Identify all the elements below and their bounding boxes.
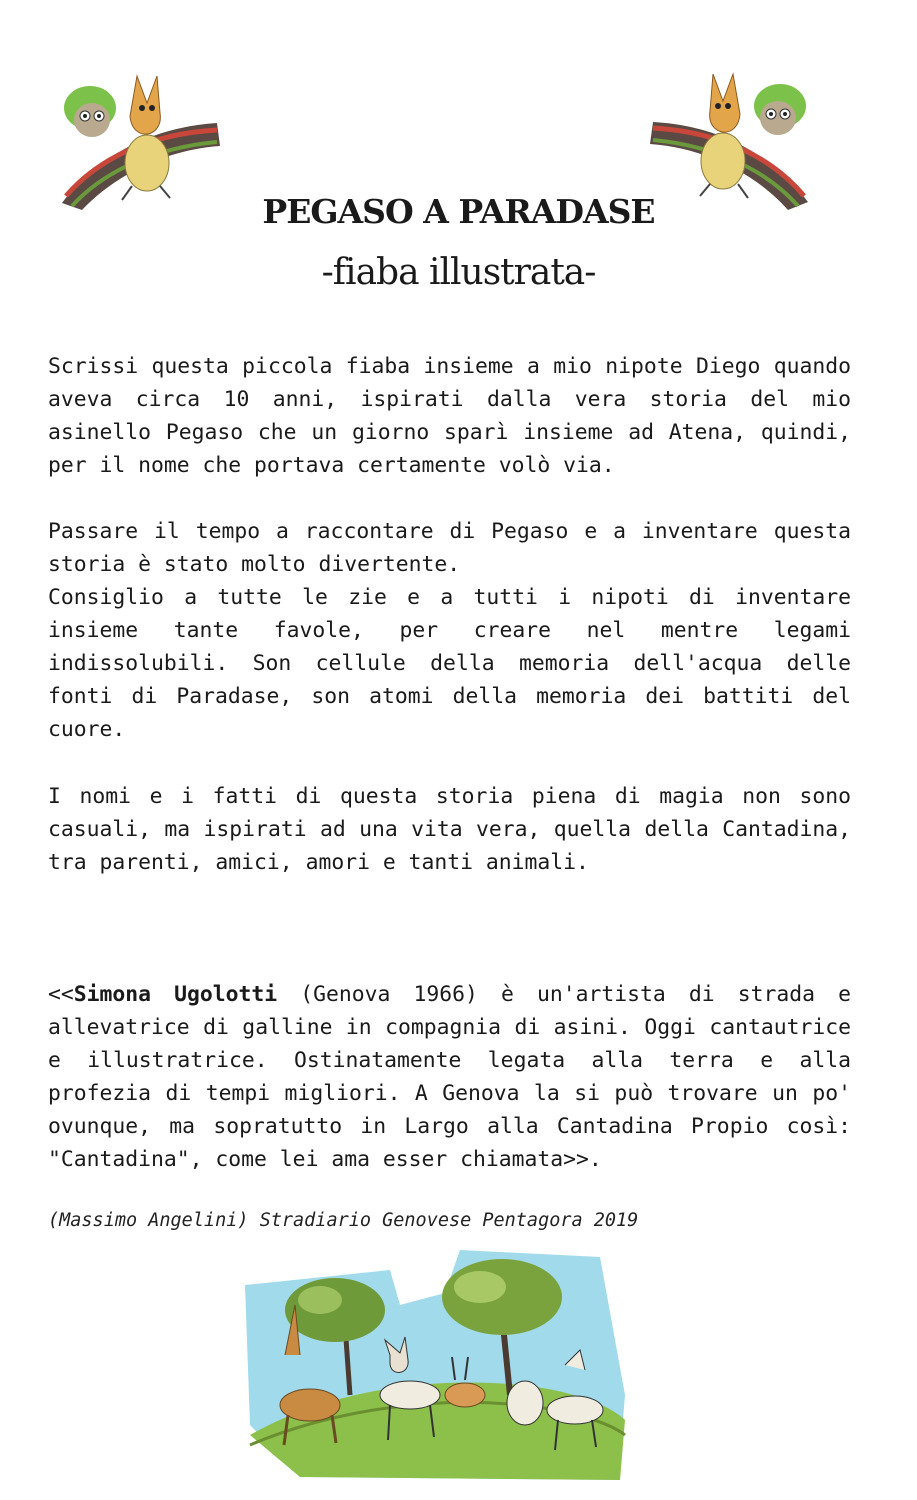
intro-paragraph	[48, 350, 851, 482]
author-name: Simona Ugolotti	[73, 982, 278, 1007]
page-subtitle: -fiaba illustrata-	[321, 252, 596, 293]
bio-text	[48, 978, 851, 1176]
bio-body: (Genova 1966) è un'artista di strada e allevatrice di galline in compagnia di asini. Oggi cantautrice e illustratrice. Ostinatamente legata alla terra e alla profezia di tempi migliori. A Genova la si può trovare un po' ovunque, ma sopratutto in Largo alla Cantadina Propio così: "Cantadina", come lei ama esser chiamata>>.	[48, 982, 851, 1172]
story-paragraph	[48, 780, 851, 879]
page-title: PEGASO A PARADASE	[262, 192, 655, 231]
bottom-illustration	[240, 1245, 630, 1485]
advice-paragraph	[48, 515, 851, 746]
top-left-illustration	[52, 68, 222, 210]
author-bio	[48, 978, 851, 1176]
paragraph-text: Consiglio a tutte le zie e a tutti i nipoti di inventare insieme tante favole, per creare nel mentre legami indissolubili. Son cellule della memoria dell'acqua delle fonti di Paradase, son atomi della memoria dei battiti del cuore.	[48, 585, 851, 742]
paragraph-text: Passare il tempo a raccontare di Pegaso e a inventare questa storia è stato molto divertente.	[48, 519, 851, 577]
bio-open-quote: <<	[48, 982, 74, 1007]
top-right-illustration	[648, 64, 818, 210]
paragraph-text: Scrissi questa piccola fiaba insieme a mio nipote Diego quando aveva circa 10 anni, ispirati dalla vera storia del mio asinello Pegaso che un giorno sparì insieme ad Atena, quindi, per il nome che portava certamente volò via.	[48, 354, 851, 478]
paragraph-text: I nomi e i fatti di questa storia piena di magia non sono casuali, ma ispirati ad una vita vera, quella della Cantadina, tra parenti, amici, amori e tanti animali.	[48, 784, 851, 875]
citation: (Massimo Angelini) Stradiario Genovese Pentagora 2019	[48, 1210, 639, 1231]
